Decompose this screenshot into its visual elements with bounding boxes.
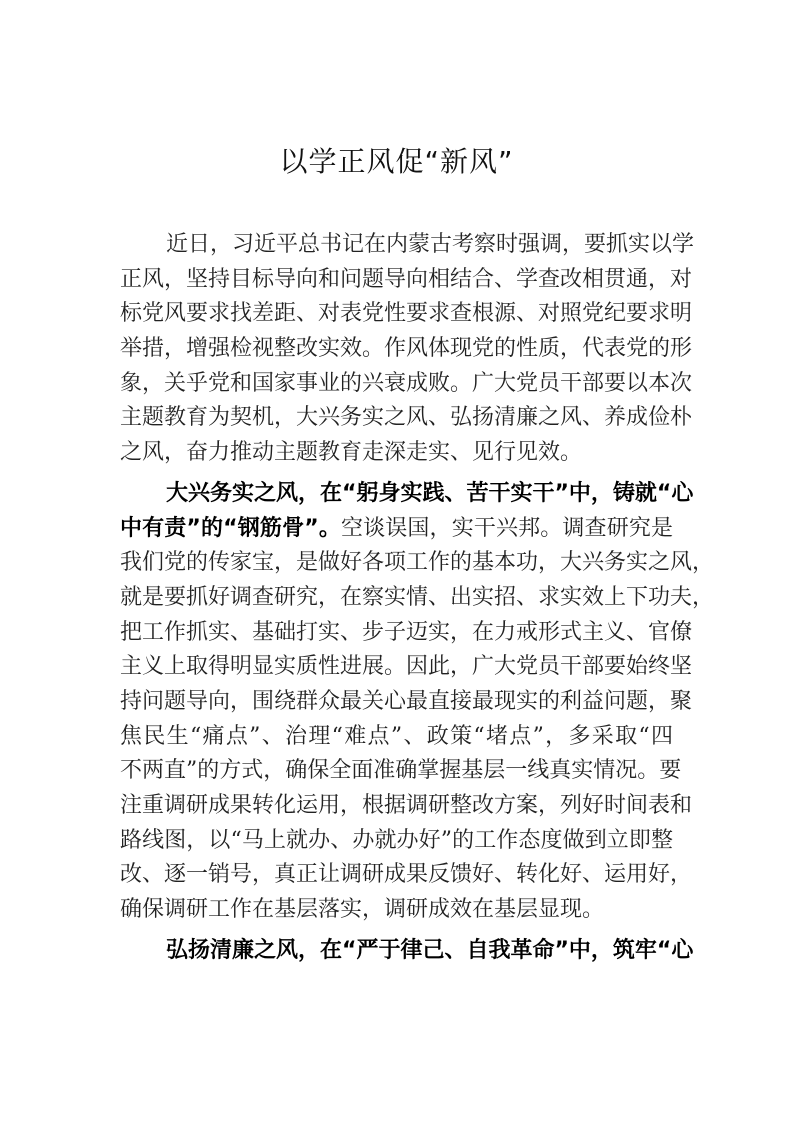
text-line xyxy=(120,685,693,720)
body-text: 不两直”的方式，确保全面准确掌握基层一线真实情况。要 xyxy=(120,758,682,784)
body-text: 路线图，以“马上就办、办就办好”的工作态度做到立即整 xyxy=(120,827,673,853)
body-text: 改、逐一销号，真正让调研成果反馈好、转化好、运用好， xyxy=(120,862,693,888)
text-line xyxy=(120,332,693,367)
text-line xyxy=(120,367,693,402)
text-line xyxy=(120,512,673,547)
body-text: 就是要抓好调查研究，在察实情、出实招、求实效上下功夫， xyxy=(120,584,715,610)
text-line xyxy=(120,789,693,824)
body-text: 标党风要求找差距、对表党性要求查根源、对照党纪要求明 xyxy=(120,301,693,327)
text-line xyxy=(120,581,715,616)
text-line xyxy=(120,616,693,651)
text-line xyxy=(120,263,693,298)
body-text: 举措，增强检视整改实效。作风体现党的性质，代表党的形 xyxy=(120,336,693,362)
bold-heading-text: 大兴务实之风，在“躬身实践、苦干实干”中，铸就“心 xyxy=(166,480,694,506)
body-text: 注重调研成果转化运用，根据调研整改方案，列好时间表和 xyxy=(120,793,693,818)
text-line xyxy=(120,436,673,471)
text-line xyxy=(120,893,673,928)
body-text: 正风，坚持目标导向和问题导向相结合、学查改相贯通，对 xyxy=(120,266,693,292)
paragraph xyxy=(120,228,695,471)
text-line xyxy=(120,824,673,859)
document-body xyxy=(120,228,715,974)
body-text: 确保调研工作在基层落实，调研成效在基层显现。 xyxy=(120,897,605,923)
text-line xyxy=(120,858,693,893)
body-text: 近日，习近平总书记在内蒙古考察时强调，要抓实以学 xyxy=(166,232,695,257)
body-text: 之风，奋力推动主题教育走深走实、见行见效。 xyxy=(120,440,583,466)
body-text: 主题教育为契机，大兴务实之风、弘扬清廉之风、养成俭朴 xyxy=(120,405,693,431)
text-line xyxy=(120,228,695,263)
body-text: 我们党的传家宝，是做好各项工作的基本功，大兴务实之风， xyxy=(120,550,715,576)
text-line xyxy=(120,401,693,436)
body-text: 象，关乎党和国家事业的兴衰成败。广大党员干部要以本次 xyxy=(120,370,693,396)
body-text: 空谈误国，实干兴邦。调查研究是 xyxy=(340,515,673,541)
paragraph xyxy=(120,934,694,969)
body-text: 把工作抓实、基础打实、步子迈实，在力戒形式主义、官僚 xyxy=(120,619,693,645)
bold-heading-text: 弘扬清廉之风，在“严于律己、自我革命”中，筑牢“心 xyxy=(166,937,694,963)
text-line xyxy=(120,546,715,581)
text-line xyxy=(120,477,694,512)
text-line xyxy=(120,720,673,755)
document-title: 以学正风促“新风” xyxy=(279,145,514,178)
body-text: 持问题导向，围绕群众最关心最直接最现实的利益问题，聚 xyxy=(120,688,693,714)
text-line xyxy=(120,934,694,969)
body-text: 焦民生“痛点”、治理“难点”、政策“堵点”，多采取“四 xyxy=(120,723,673,749)
paragraph xyxy=(120,477,715,928)
text-line xyxy=(120,650,693,685)
bold-heading-text: 中有责”的“钢筋骨”。 xyxy=(120,515,341,541)
text-line xyxy=(120,297,693,332)
text-line xyxy=(120,754,682,789)
body-text: 主义上取得明显实质性进展。因此，广大党员干部要始终坚 xyxy=(120,654,693,680)
